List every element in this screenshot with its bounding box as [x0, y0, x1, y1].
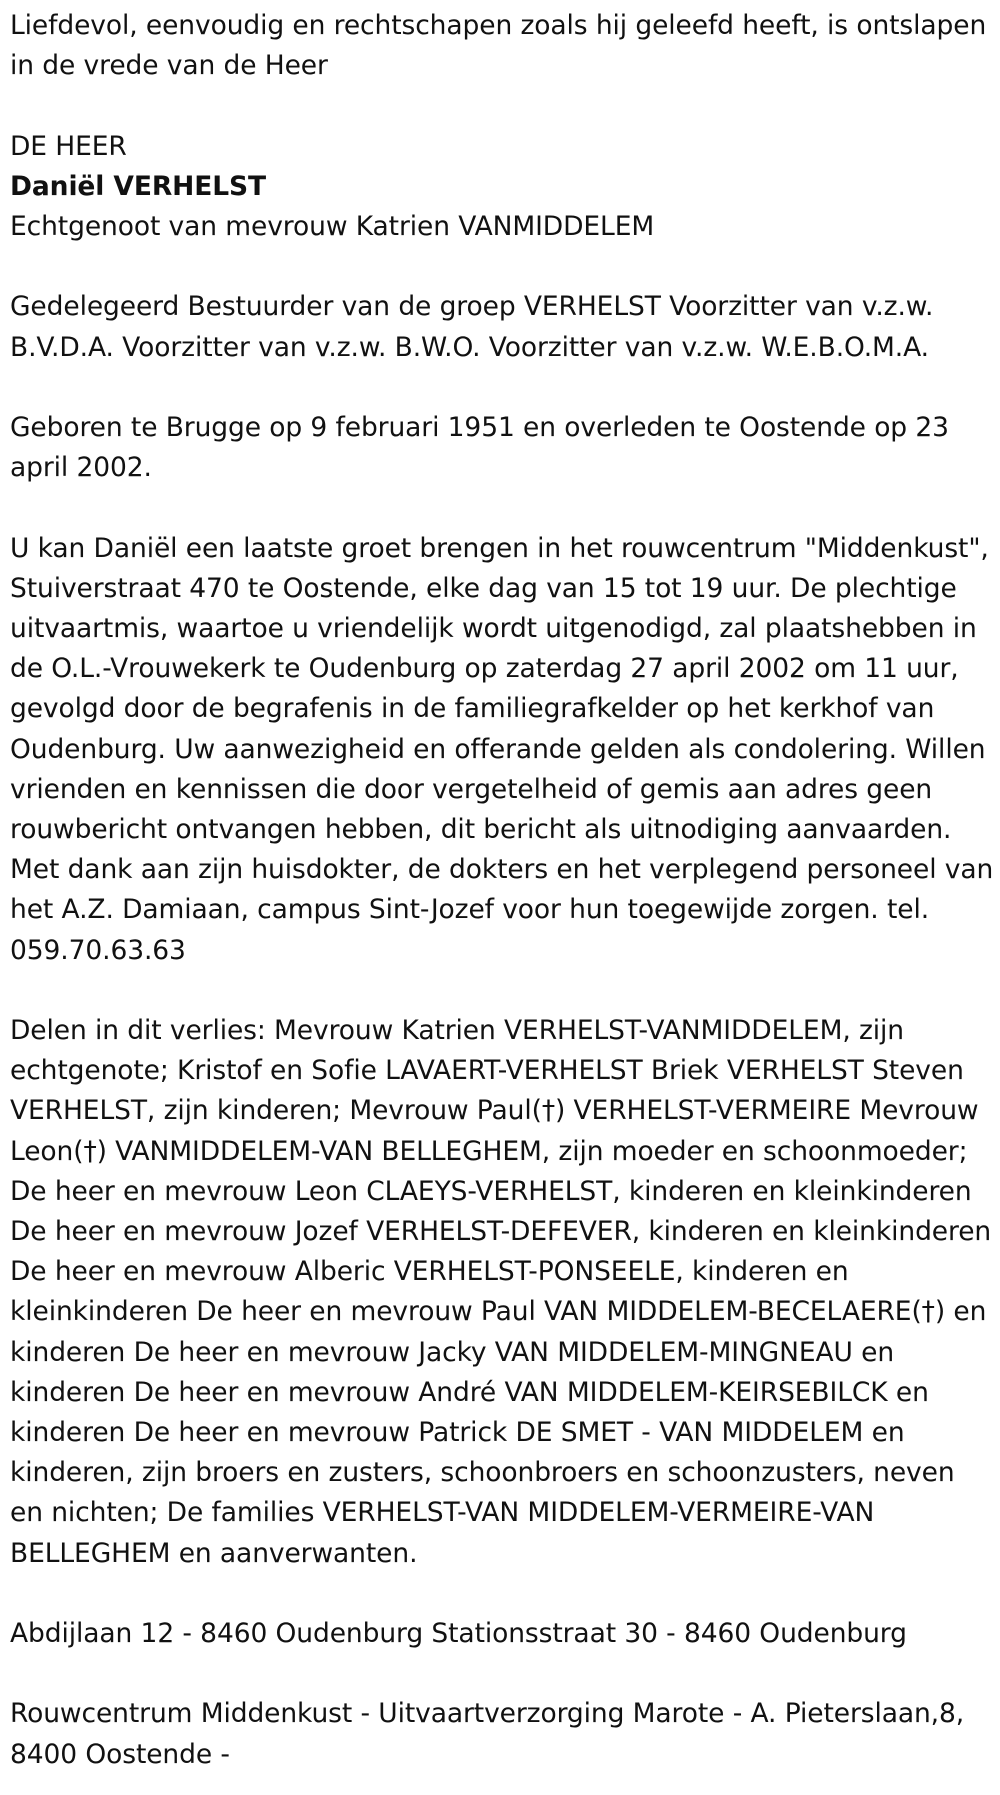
spacer	[10, 368, 995, 408]
funeral-home-paragraph: Rouwcentrum Middenkust - Uitvaartverzorging Marote - A. Pieterslaan,8, 8400 Oostende -	[10, 1698, 965, 1770]
spacer	[10, 488, 995, 528]
mourners-paragraph: Delen in dit verlies: Mevrouw Katrien VERHELST-VANMIDDELEM, zijn echtgenote; Kristof en Sofie LAVAERT-VERHELST Briek VERHELST Steven VERHELST, zijn kinderen; Mevrouw Paul(†) VERHELST-VERMEIRE Mevrouw Leon(†) VANMIDDELEM-VAN BELLEGHEM, zijn moeder en schoonmoeder; De heer en mevrouw Leon CLAEYS-VERHELST, kinderen en kleinkinderen De heer en mevrouw Jozef VERHELST-DEFEVER, kinderen en kleinkinderen De heer en mevrouw Alberic VERHELST-PONSEELE, kinderen en kleinkinderen De heer en mevrouw Paul VAN MIDDELEM-BECELAERE(†) en kinderen De heer en mevrouw Jacky VAN MIDDELEM-MINGNEAU en kinderen De heer en mevrouw André VAN MIDDELEM-KEIRSEBILCK en kinderen De heer en mevrouw Patrick DE SMET - VAN MIDDELEM en kinderen, zijn broers en zusters, schoonbroers en schoonzusters, neven en nichten; De families VERHELST-VAN MIDDELEM-VERMEIRE-VAN BELLEGHEM en aanverwanten.	[10, 1015, 992, 1569]
spacer	[10, 1574, 995, 1614]
spacer	[10, 1654, 995, 1694]
spouse-line: Echtgenoot van mevrouw Katrien VANMIDDELEM	[10, 211, 655, 242]
birth-death-paragraph: Geboren te Brugge op 9 februari 1951 en overleden te Oostende op 23 april 2002.	[10, 411, 949, 484]
obituary-text	[10, 6, 995, 1775]
ceremony-paragraph: U kan Daniël een laatste groet brengen in het rouwcentrum "Middenkust", Stuiverstraat 470 te Oostende, elke dag van 15 tot 19 uur. De plechtige uitvaartmis, waartoe u vriendelijk wordt uitgenodigd, zal plaatshebben in de O.L.-Vrouwekerk te Oudenburg op zaterdag 27 april 2002 om 11 uur, gevolgd door de begrafenis in de familiegrafkelder op het kerkhof van Oudenburg. Uw aanwezigheid en offerande gelden als condolering. Willen vrienden en kennissen die door vergetelheid of gemis aan adres geen rouwbericht ontvangen hebben, dit bericht als uitnodiging aanvaarden. Met dank aan zijn huisdokter, de dokters en het verplegend personeel van het A.Z. Damiaan, campus Sint-Jozef voor hun toegewijde zorgen. tel. 059.70.63.63	[10, 532, 994, 966]
functions-paragraph: Gedelegeerd Bestuurder van de groep VERHELST Voorzitter van v.z.w. B.V.D.A. Voorzitter van v.z.w. B.W.O. Voorzitter van v.z.w. W.E.B.O.M.A.	[10, 291, 934, 363]
title-prefix: DE HEER	[10, 130, 127, 162]
deceased-name: Daniël VERHELST	[10, 170, 266, 202]
spacer	[10, 971, 995, 1011]
spacer	[10, 86, 995, 126]
addresses-paragraph: Abdijlaan 12 - 8460 Oudenburg Stationsstraat 30 - 8460 Oudenburg	[10, 1618, 907, 1650]
spacer	[10, 247, 995, 287]
intro-paragraph: Liefdevol, eenvoudig en rechtschapen zoals hij geleefd heeft, is ontslapen in de vrede van de Heer	[10, 10, 987, 82]
